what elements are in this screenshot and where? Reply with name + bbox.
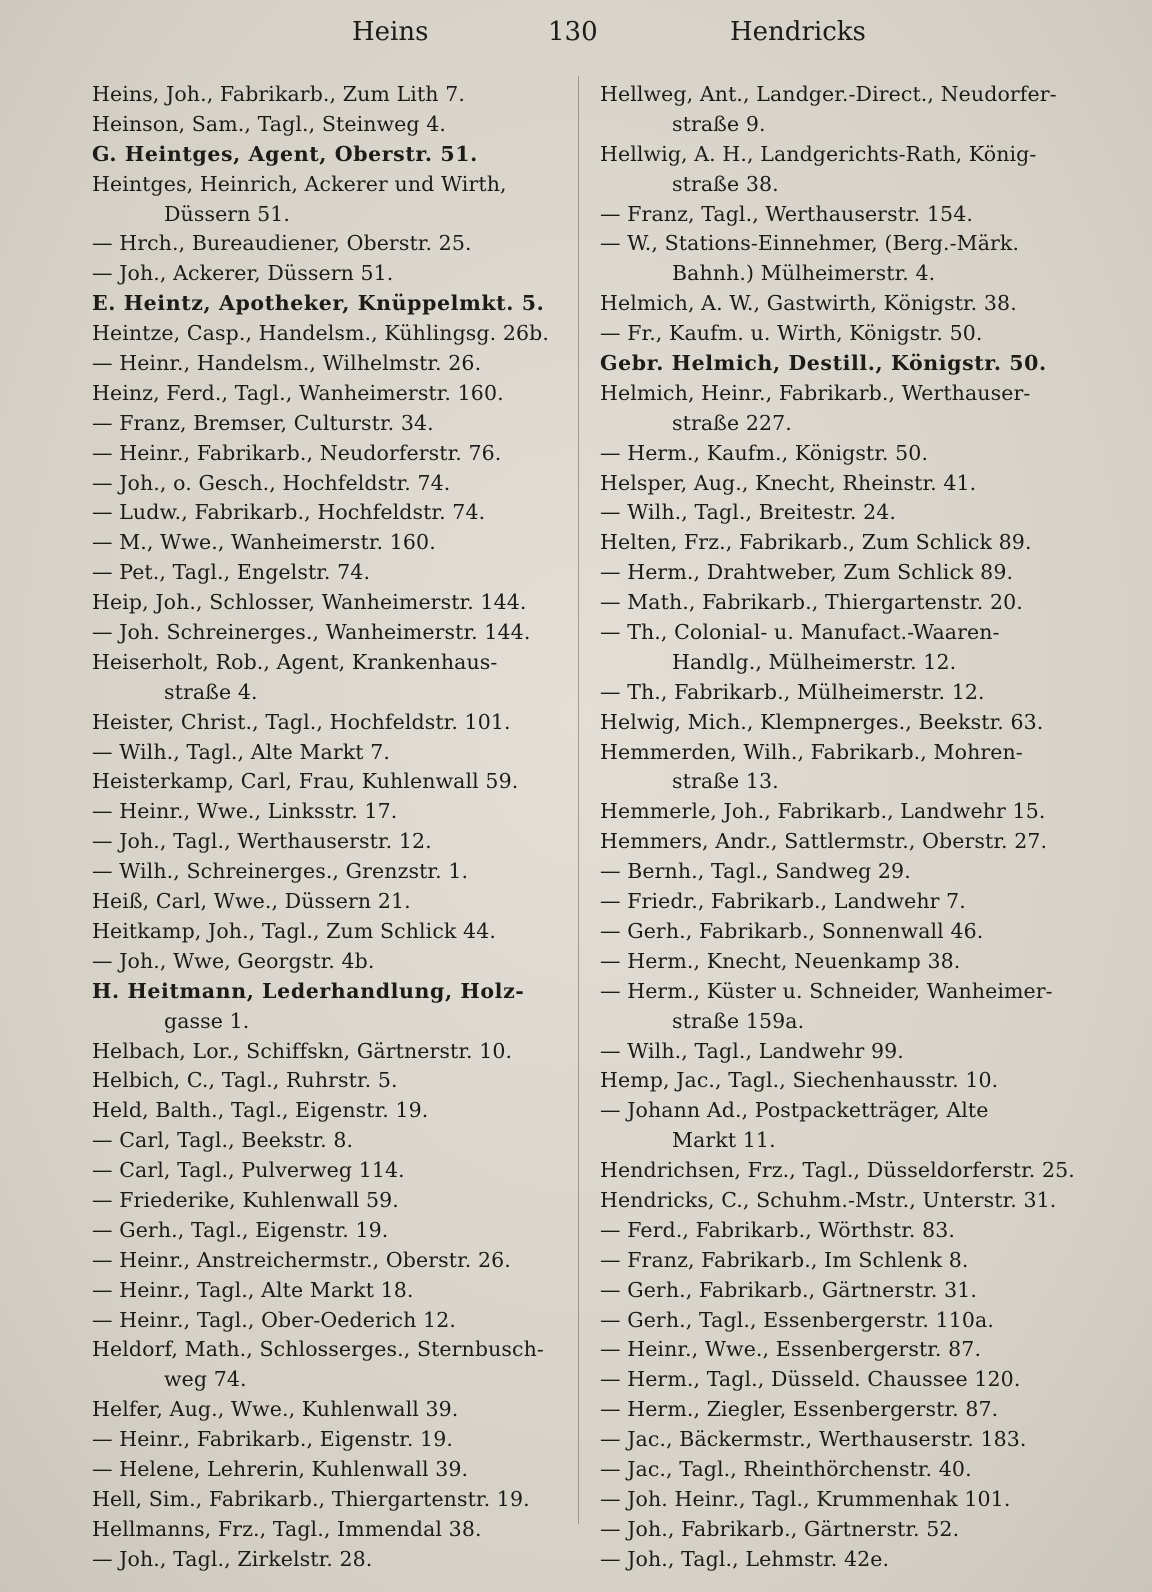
directory-entry: — Helene, Lehrerin, Kuhlenwall 39.	[92, 1456, 469, 1481]
directory-entry: Heinz, Ferd., Tagl., Wanheimerstr. 160.	[92, 380, 504, 405]
directory-entry: — Johann Ad., Postpacketträger, Alte	[600, 1098, 989, 1123]
directory-entry: Heintze, Casp., Handelsm., Kühlingsg. 26b.	[92, 321, 550, 346]
directory-entry: Helfer, Aug., Wwe., Kuhlenwall 39.	[92, 1397, 459, 1422]
directory-entry: — Jac., Bäckermstr., Werthauserstr. 183.	[600, 1427, 1027, 1452]
directory-entry: — Wilh., Tagl., Landwehr 99.	[600, 1038, 904, 1063]
entry-continuation: Bahnh.) Mülheimerstr. 4.	[672, 261, 936, 286]
directory-entry: — Gerh., Tagl., Eigenstr. 19.	[92, 1217, 389, 1242]
directory-entry: — Franz, Fabrikarb., Im Schlenk 8.	[600, 1247, 969, 1272]
directory-entry: — Wilh., Tagl., Breitestr. 24.	[600, 500, 896, 525]
directory-entry: — Herm., Tagl., Düsseld. Chaussee 120.	[600, 1367, 1021, 1392]
entry-continuation: Markt 11.	[672, 1128, 776, 1153]
entry-continuation: straße 9.	[672, 111, 766, 136]
header-left-catchword: Heins	[352, 17, 429, 47]
directory-entry: — Ludw., Fabrikarb., Hochfeldstr. 74.	[92, 500, 486, 525]
directory-entry: — Math., Fabrikarb., Thiergartenstr. 20.	[600, 590, 1023, 615]
directory-entry: — Joh., Tagl., Werthauserstr. 12.	[92, 829, 432, 854]
directory-entry: Heintges, Heinrich, Ackerer und Wirth,	[92, 171, 507, 196]
directory-entry: Heins, Joh., Fabrikarb., Zum Lith 7.	[92, 82, 465, 106]
directory-entry: — Herm., Küster u. Schneider, Wanheimer-	[600, 978, 1053, 1003]
directory-entry: Helmich, A. W., Gastwirth, Königstr. 38.	[600, 291, 1017, 316]
directory-entry: — Heinr., Anstreichermstr., Oberstr. 26.	[92, 1247, 511, 1272]
entry-continuation: Düssern 51.	[164, 201, 291, 226]
entry-continuation: straße 227.	[672, 410, 792, 435]
directory-entry: — Herm., Ziegler, Essenbergerstr. 87.	[600, 1397, 999, 1422]
directory-entry: Helten, Frz., Fabrikarb., Zum Schlick 89.	[600, 530, 1032, 555]
directory-entry: Heiß, Carl, Wwe., Düssern 21.	[92, 889, 411, 914]
directory-entry: — Ferd., Fabrikarb., Wörthstr. 83.	[600, 1217, 955, 1242]
directory-entry: Helbach, Lor., Schiffskn, Gärtnerstr. 10.	[92, 1038, 513, 1063]
directory-entry: G. Heintges, Agent, Oberstr. 51.	[92, 141, 478, 166]
right-column	[600, 80, 1080, 1575]
directory-entry: — Heinr., Tagl., Alte Markt 18.	[92, 1277, 414, 1302]
header-right-catchword: Hendricks	[730, 17, 866, 47]
page-number: 130	[548, 17, 598, 47]
page-header	[0, 14, 1152, 54]
directory-entry: — Heinr., Wwe., Essenbergerstr. 87.	[600, 1337, 982, 1362]
entry-continuation: weg 74.	[164, 1367, 247, 1392]
directory-entry: — Joh., Fabrikarb., Gärtnerstr. 52.	[600, 1516, 960, 1541]
directory-entry: — Franz, Bremser, Culturstr. 34.	[92, 410, 434, 435]
directory-entry: Hemmerle, Joh., Fabrikarb., Landwehr 15.	[600, 799, 1046, 824]
directory-entry: — Fr., Kaufm. u. Wirth, Königstr. 50.	[600, 321, 983, 346]
directory-entry: Heister, Christ., Tagl., Hochfeldstr. 101.	[92, 709, 511, 734]
directory-entry: Hellweg, Ant., Landger.-Direct., Neudorfer-	[600, 82, 1057, 106]
entry-continuation: straße 4.	[164, 679, 258, 704]
directory-entry: — Heinr., Fabrikarb., Neudorferstr. 76.	[92, 440, 502, 465]
directory-entry: — Herm., Kaufm., Königstr. 50.	[600, 440, 929, 465]
directory-entry: — M., Wwe., Wanheimerstr. 160.	[92, 530, 436, 555]
directory-entry: — Carl, Tagl., Beekstr. 8.	[92, 1128, 354, 1153]
directory-entry: — Joh., Tagl., Zirkelstr. 28.	[92, 1546, 373, 1571]
directory-entry: Helmich, Heinr., Fabrikarb., Werthauser-	[600, 380, 1031, 405]
directory-entry: Helwig, Mich., Klempnerges., Beekstr. 63.	[600, 709, 1044, 734]
directory-entry: Hell, Sim., Fabrikarb., Thiergartenstr. 19.	[92, 1486, 530, 1511]
directory-entry: — Joh., o. Gesch., Hochfeldstr. 74.	[92, 470, 451, 495]
column-divider	[578, 76, 579, 1524]
directory-entry: — Joh., Tagl., Lehmstr. 42e.	[600, 1546, 890, 1571]
directory-entry: — Bernh., Tagl., Sandweg 29.	[600, 859, 911, 884]
directory-entry: — W., Stations-Einnehmer, (Berg.-Märk.	[600, 231, 1020, 256]
directory-entry: Held, Balth., Tagl., Eigenstr. 19.	[92, 1098, 429, 1123]
directory-entry: — Joh. Schreinerges., Wanheimerstr. 144.	[92, 620, 531, 645]
directory-entry: Heinson, Sam., Tagl., Steinweg 4.	[92, 111, 447, 136]
directory-entry: — Carl, Tagl., Pulverweg 114.	[92, 1158, 405, 1183]
directory-entry: Hemmerden, Wilh., Fabrikarb., Mohren-	[600, 739, 1023, 764]
directory-entry: — Hrch., Bureaudiener, Oberstr. 25.	[92, 231, 472, 256]
directory-entry: — Friedr., Fabrikarb., Landwehr 7.	[600, 889, 966, 914]
directory-entry: — Gerh., Fabrikarb., Sonnenwall 46.	[600, 918, 984, 943]
directory-entry: — Wilh., Schreinerges., Grenzstr. 1.	[92, 859, 469, 884]
directory-entry: Heisterkamp, Carl, Frau, Kuhlenwall 59.	[92, 769, 519, 794]
directory-entry: Heitkamp, Joh., Tagl., Zum Schlick 44.	[92, 918, 496, 943]
directory-entry: Hendrichsen, Frz., Tagl., Düsseldorferstr. 25.	[600, 1158, 1075, 1183]
entry-continuation: straße 13.	[672, 769, 779, 794]
directory-entry: — Franz, Tagl., Werthauserstr. 154.	[600, 201, 973, 226]
entry-continuation: straße 38.	[672, 171, 779, 196]
directory-entry: — Jac., Tagl., Rheinthörchenstr. 40.	[600, 1456, 972, 1481]
directory-entry: — Pet., Tagl., Engelstr. 74.	[92, 560, 371, 585]
directory-entry: — Gerh., Fabrikarb., Gärtnerstr. 31.	[600, 1277, 978, 1302]
directory-entry: Hemp, Jac., Tagl., Siechenhausstr. 10.	[600, 1068, 999, 1093]
directory-entry: Hemmers, Andr., Sattlermstr., Oberstr. 27.	[600, 829, 1048, 854]
directory-entry: Hellmanns, Frz., Tagl., Immendal 38.	[92, 1516, 482, 1541]
directory-entry: Heldorf, Math., Schlosserges., Sternbusch-	[92, 1337, 544, 1362]
directory-entry: — Joh. Heinr., Tagl., Krummenhak 101.	[600, 1486, 1011, 1511]
left-column	[92, 80, 562, 1575]
directory-entry: — Joh., Wwe, Georgstr. 4b.	[92, 948, 375, 973]
directory-entry: E. Heintz, Apotheker, Knüppelmkt. 5.	[92, 291, 545, 316]
directory-entry: — Th., Colonial- u. Manufact.-Waaren-	[600, 620, 1000, 645]
directory-entry: Hendricks, C., Schuhm.-Mstr., Unterstr. 31.	[600, 1187, 1057, 1212]
directory-entry: — Wilh., Tagl., Alte Markt 7.	[92, 739, 391, 764]
directory-entry: — Heinr., Tagl., Ober-Oederich 12.	[92, 1307, 456, 1332]
directory-entry: Gebr. Helmich, Destill., Königstr. 50.	[600, 351, 1047, 376]
directory-entry: Hellwig, A. H., Landgerichts-Rath, König-	[600, 141, 1037, 166]
entry-continuation: gasse 1.	[164, 1008, 250, 1033]
directory-entry: — Heinr., Handelsm., Wilhelmstr. 26.	[92, 351, 482, 376]
entry-continuation: Handlg., Mülheimerstr. 12.	[672, 649, 957, 674]
directory-entry: — Heinr., Wwe., Linksstr. 17.	[92, 799, 398, 824]
directory-entry: — Heinr., Fabrikarb., Eigenstr. 19.	[92, 1427, 453, 1452]
directory-entry: — Herm., Drahtweber, Zum Schlick 89.	[600, 560, 1014, 585]
entry-continuation: straße 159a.	[672, 1008, 805, 1033]
directory-entry: — Friederike, Kuhlenwall 59.	[92, 1187, 399, 1212]
directory-entry: — Gerh., Tagl., Essenbergerstr. 110a.	[600, 1307, 994, 1332]
directory-entry: Helbich, C., Tagl., Ruhrstr. 5.	[92, 1068, 398, 1093]
directory-entry: Helsper, Aug., Knecht, Rheinstr. 41.	[600, 470, 977, 495]
directory-entry: — Joh., Ackerer, Düssern 51.	[92, 261, 394, 286]
directory-entry: — Th., Fabrikarb., Mülheimerstr. 12.	[600, 679, 985, 704]
directory-entry: Heip, Joh., Schlosser, Wanheimerstr. 144.	[92, 590, 527, 615]
directory-entry: — Herm., Knecht, Neuenkamp 38.	[600, 948, 961, 973]
directory-entry: H. Heitmann, Lederhandlung, Holz-	[92, 978, 525, 1003]
directory-entry: Heiserholt, Rob., Agent, Krankenhaus-	[92, 649, 498, 674]
